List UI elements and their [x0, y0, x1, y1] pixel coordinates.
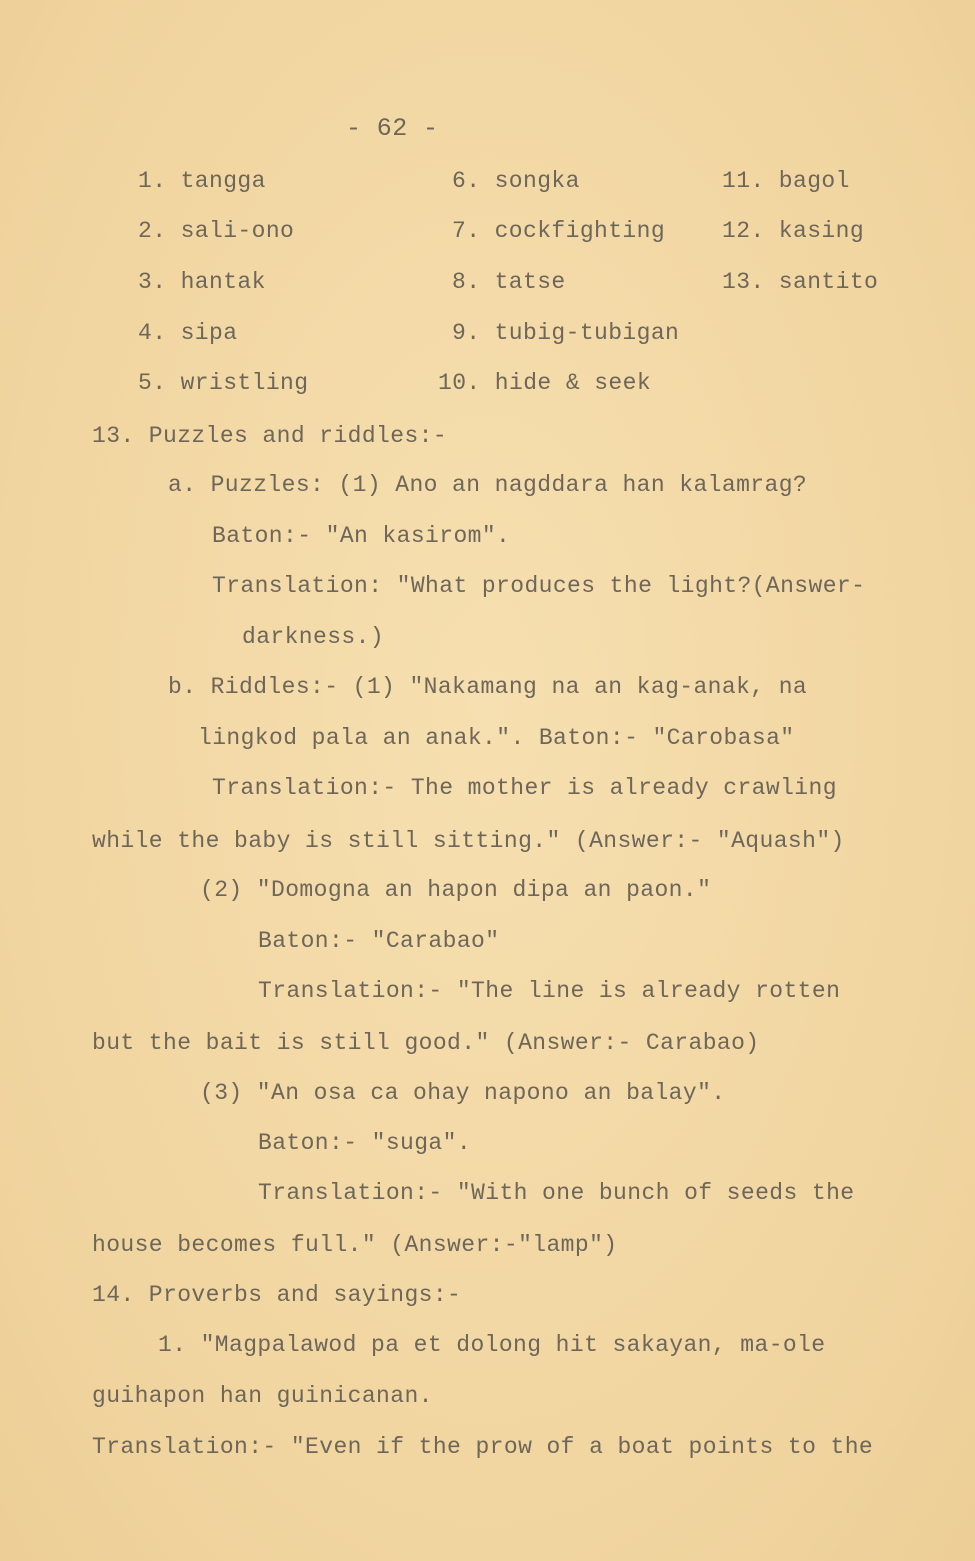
text-line: Translation:- "Even if the prow of a boat points to the: [92, 1434, 874, 1460]
text-line: guihapon han guinicanan.: [92, 1383, 433, 1409]
list-item: 8. tatse: [452, 269, 566, 295]
list-item: 13. santito: [722, 269, 879, 295]
list-item: 12. kasing: [722, 218, 865, 244]
text-line: (3) "An osa ca ohay napono an balay".: [200, 1080, 726, 1106]
text-line: 1. "Magpalawod pa et dolong hit sakayan, ma-ole: [158, 1332, 826, 1358]
text-line: Translation:- "With one bunch of seeds the: [258, 1180, 855, 1206]
list-item: 2. sali-ono: [138, 218, 295, 244]
text-line: a. Puzzles: (1) Ano an nagddara han kalamrag?: [168, 472, 808, 498]
list-item: 9. tubig-tubigan: [452, 320, 680, 346]
text-line: darkness.): [242, 624, 385, 650]
text-line: Baton:- "Carabao": [258, 928, 500, 954]
text-line: while the baby is still sitting." (Answer:- "Aquash"): [92, 828, 845, 854]
list-item: 7. cockfighting: [452, 218, 666, 244]
text-line: but the bait is still good." (Answer:- Carabao): [92, 1030, 760, 1056]
text-line: Translation:- "The line is already rotten: [258, 978, 841, 1004]
section-heading: 14. Proverbs and sayings:-: [92, 1282, 462, 1308]
list-item: 4. sipa: [138, 320, 238, 346]
text-line: Translation: "What produces the light?(Answer-: [212, 573, 866, 599]
text-line: Baton:- "An kasirom".: [212, 523, 511, 549]
text-line: (2) "Domogna an hapon dipa an paon.": [200, 877, 712, 903]
list-item: 5. wristling: [138, 370, 309, 396]
page-number: - 62 -: [346, 114, 439, 143]
text-line: b. Riddles:- (1) "Nakamang na an kag-anak, na: [168, 674, 808, 700]
list-item: 3. hantak: [138, 269, 266, 295]
text-line: Baton:- "suga".: [258, 1130, 472, 1156]
list-item: 11. bagol: [722, 168, 850, 194]
list-item: 1. tangga: [138, 168, 266, 194]
text-line: house becomes full." (Answer:-"lamp"): [92, 1232, 618, 1258]
text-line: Translation:- The mother is already crawling: [212, 775, 837, 801]
text-line: lingkod pala an anak.". Baton:- "Carobasa": [198, 725, 795, 751]
section-heading: 13. Puzzles and riddles:-: [92, 423, 448, 449]
list-item: 10. hide & seek: [438, 370, 652, 396]
list-item: 6. songka: [452, 168, 580, 194]
